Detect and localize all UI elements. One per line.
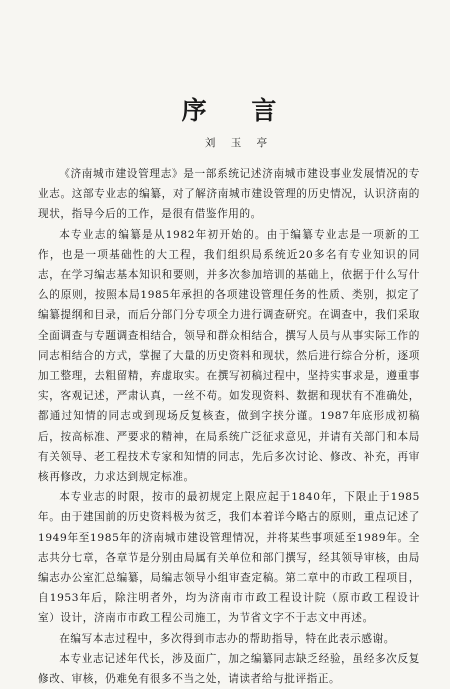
- preface-body: [38, 164, 420, 689]
- author-name: 刘 玉 亭: [204, 137, 274, 149]
- paragraph: 在编写本志过程中，多次得到市志办的帮助指导，特在此表示感谢。: [59, 632, 395, 645]
- paragraph: 本专业志的编纂是从1982年初开始的。由于编纂专业志是一项新的工作，也是一项基础性的大工程，我们组织局系统近20多名有专业知识的同志，在学习编志基本知识和要则，并多次参加培训的基础上，依据于什么写什么的原则，按照本局1985年承担的各项建设管理任务的性质、类别，拟定了编纂提纲和目录，而后分部门分专项全力进行调查研究。在调查中，我们采取全面调查与专题调查相结合，领导和群众相结合，撰写人员与从事实际工作的同志相结合的方式，掌握了大量的历史资料和现状，然后进行综合分析，逐项加工整理，去粗留精，弃虚取实。在撰写初稿过程中，坚持实事求是，遵重事实，客观记述，严肃认真，一丝不苟。如发现资料、数据和现状有不准确处，都通过知情的同志或到现场反复核查，做到字挟分谨。1987年底形成初稿后，按高标准、严要求的精神，在局系统广泛征求意见，并请有关部门和本局有关领导、老工程技术专家和知情的同志，先后多次讨论、修改、补充，再审核再修改，力求达到规定标准。: [38, 228, 420, 484]
- page-title: 序 言: [181, 96, 295, 125]
- paragraph: 本专业志的时限，按市的最初规定上限应起于1840年，下限止于1985年。由于建国前的历史资料极为贫乏，我们本着详今略古的原则，重点记述了1949年至1985年的济南城市建设管理情况，并将某些事项延至1989年。全志共分七章，各章节是分别由局属有关单位和部门撰写，经其领导审核，由局编志办公室汇总编纂，局编志领导小组审查定稿。第二章中的市政工程项目，自1953年后，除注明者外，均为济南市市政工程设计院（原市政工程设计室）设计，济南市市政工程公司施工，为节省文字不于志文中再述。: [38, 491, 420, 625]
- paragraph: 本专业志记述年代长，涉及面广，加之编纂同志缺乏经验，虽经多次反复修改、审核，仍难免有很多不当之处，请读者给与批评指正。: [38, 652, 420, 686]
- paragraph: 《济南城市建设管理志》是一部系统记述济南城市建设事业发展情况的专业志。这部专业志的编纂，对了解济南城市建设管理的历史情况，认识济南的现状，指导今后的工作，是很有借鉴作用的。: [38, 168, 420, 221]
